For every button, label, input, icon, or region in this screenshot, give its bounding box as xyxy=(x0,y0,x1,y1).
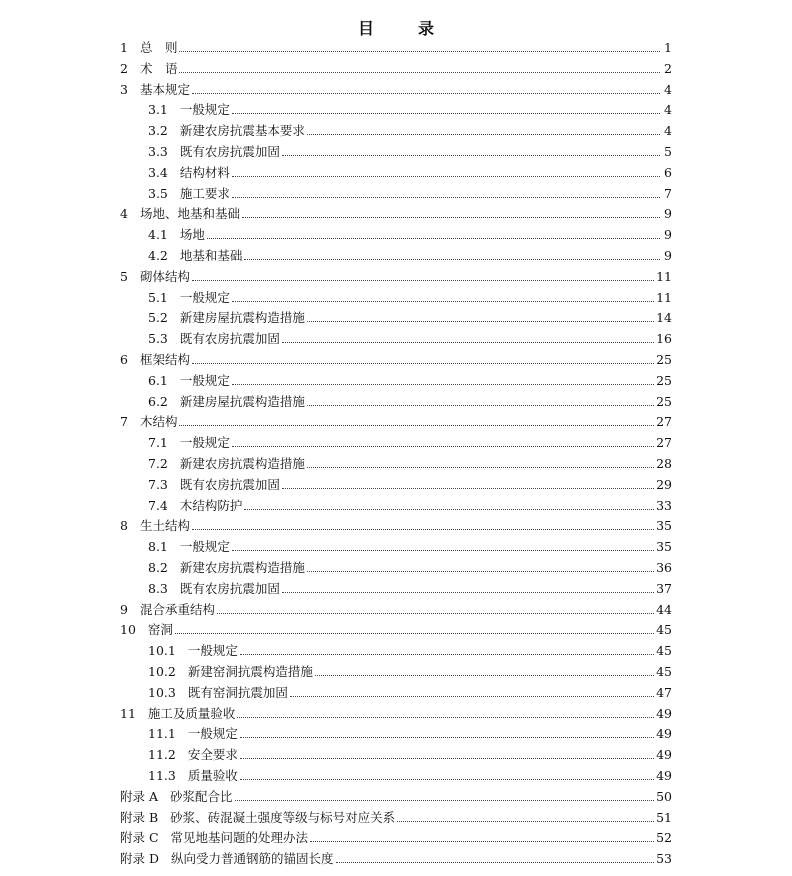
toc-dot-leader xyxy=(307,321,654,322)
toc-entry-page-number: 25 xyxy=(656,393,672,409)
toc-entry-label: 基本规定 xyxy=(139,81,190,97)
toc-entry-number: 附录 B xyxy=(120,809,159,825)
toc-entry-label: 砂浆、砖混凝土强度等级与标号对应关系 xyxy=(170,809,396,825)
toc-entry-label: 场地 xyxy=(179,227,205,243)
toc-entry xyxy=(120,202,672,222)
toc-entry-label: 地基和基础 xyxy=(179,248,243,263)
toc-entry-page-number: 35 xyxy=(656,539,672,555)
toc-entry-label: 既有农房抗震加固 xyxy=(179,476,280,492)
toc-dot-leader xyxy=(232,384,654,385)
toc-entry-number: 4.1 xyxy=(148,227,168,243)
toc-dot-leader xyxy=(179,72,660,73)
toc-dot-leader xyxy=(192,363,654,364)
toc-entry-label: 一般规定 xyxy=(187,643,238,659)
toc-dot-leader xyxy=(290,696,654,697)
toc-entry-number: 3 xyxy=(120,81,128,97)
toc-entry xyxy=(120,702,672,722)
toc-entry-label: 砌体结构 xyxy=(139,268,190,284)
toc-entry xyxy=(120,348,672,368)
toc-entry xyxy=(120,57,672,77)
toc-entry-label: 结构材料 xyxy=(179,164,230,180)
toc-entry xyxy=(148,473,672,493)
toc-entry-page-number: 49 xyxy=(656,705,672,721)
toc-dot-leader xyxy=(179,425,654,426)
toc-entry-label: 既有窑洞抗震加固 xyxy=(187,684,288,700)
toc-entry-number: 附录 D xyxy=(120,851,159,867)
toc-entry-number: 5.2 xyxy=(148,310,168,326)
toc-entry xyxy=(148,286,672,306)
toc-dot-leader xyxy=(244,259,660,260)
toc-entry-number: 4 xyxy=(120,206,128,222)
toc-entry xyxy=(148,390,672,410)
toc-dot-leader xyxy=(237,717,654,718)
toc-entry xyxy=(148,306,672,326)
toc-entry-page-number: 25 xyxy=(656,372,672,388)
toc-dot-leader xyxy=(282,488,654,489)
toc-entry-page-number: 11 xyxy=(656,289,672,305)
toc-dot-leader xyxy=(232,197,660,198)
toc-entry xyxy=(148,140,672,160)
toc-entry xyxy=(120,410,672,430)
toc-entry-label: 一般规定 xyxy=(187,726,238,742)
toc-entry-page-number: 1 xyxy=(664,40,672,55)
toc-entry-label: 场地、地基和基础 xyxy=(139,206,240,222)
toc-entry xyxy=(148,722,672,742)
toc-entry-number: 8 xyxy=(120,518,128,534)
toc-entry-number: 附录 A xyxy=(120,788,159,804)
toc-entry-page-number: 27 xyxy=(656,435,672,451)
toc-entry-label: 新建房屋抗震构造措施 xyxy=(179,393,305,409)
toc-dot-leader xyxy=(336,862,655,863)
toc-entry-page-number: 9 xyxy=(664,206,672,222)
toc-entry-number: 11.3 xyxy=(148,768,176,783)
toc-entry-number: 8.1 xyxy=(148,539,168,555)
toc-dot-leader xyxy=(282,342,654,343)
toc-entry-label: 一般规定 xyxy=(179,372,230,388)
toc-entry xyxy=(148,369,672,389)
toc-entry xyxy=(120,78,672,98)
toc-dot-leader xyxy=(242,217,660,218)
toc-entry xyxy=(148,452,672,472)
toc-entry-number: 8.2 xyxy=(148,560,168,575)
toc-entry-number: 6 xyxy=(120,352,128,367)
toc-entry-number: 7.1 xyxy=(148,435,168,451)
toc-entry-label: 一般规定 xyxy=(179,435,230,451)
toc-dot-leader xyxy=(307,134,660,135)
toc-entry-number: 10.3 xyxy=(148,684,176,700)
toc-entry-label: 木结构防护 xyxy=(179,497,243,513)
toc-entry xyxy=(148,161,672,181)
toc-dot-leader xyxy=(240,654,654,655)
toc-entry-label: 总 则 xyxy=(139,40,178,55)
toc-entry-page-number: 53 xyxy=(656,851,672,867)
toc-entry-page-number: 7 xyxy=(664,185,672,201)
toc-dot-leader xyxy=(235,800,655,801)
toc-entry xyxy=(120,806,672,826)
toc-entry xyxy=(120,265,672,285)
toc-entry-page-number: 4 xyxy=(664,81,672,97)
toc-entry-number: 3.3 xyxy=(148,144,168,159)
toc-entry-page-number: 28 xyxy=(656,456,672,471)
toc-entry-label: 纵向受力普通钢筋的锚固长度 xyxy=(171,851,334,867)
toc-entry xyxy=(120,36,672,56)
toc-entry-number: 7 xyxy=(120,414,128,430)
toc-dot-leader xyxy=(232,113,660,114)
toc-entry-page-number: 37 xyxy=(656,580,672,596)
toc-dot-leader xyxy=(232,446,654,447)
toc-entry-number: 附录 C xyxy=(120,830,159,846)
toc-dot-leader xyxy=(207,238,660,239)
toc-entry-label: 新建窑洞抗震构造措施 xyxy=(187,664,313,679)
toc-entry-label: 既有农房抗震加固 xyxy=(179,144,280,159)
toc-entry-number: 11.2 xyxy=(148,747,176,763)
toc-entry xyxy=(148,223,672,243)
toc-dot-leader xyxy=(307,405,654,406)
toc-entry xyxy=(120,826,672,846)
toc-entry-number: 5.1 xyxy=(148,289,168,305)
toc-entry-label: 安全要求 xyxy=(187,747,238,763)
toc-entry-label: 生土结构 xyxy=(139,518,190,534)
toc-entry-number: 11.1 xyxy=(148,726,176,742)
toc-entry-page-number: 49 xyxy=(656,726,672,742)
toc-dot-leader xyxy=(310,841,654,842)
toc-entry xyxy=(148,535,672,555)
toc-entry-page-number: 2 xyxy=(664,60,672,76)
toc-entry-label: 新建房屋抗震构造措施 xyxy=(179,310,305,326)
toc-entry-number: 3.2 xyxy=(148,123,168,139)
toc-entry-label: 新建农房抗震构造措施 xyxy=(179,456,305,471)
toc-entry-label: 一般规定 xyxy=(179,102,230,118)
toc-entry-page-number: 47 xyxy=(656,684,672,700)
toc-entry-page-number: 27 xyxy=(656,414,672,430)
toc-entry-label: 施工要求 xyxy=(179,185,230,201)
toc-dot-leader xyxy=(240,779,654,780)
toc-dot-leader xyxy=(192,93,660,94)
toc-entry-label: 既有农房抗震加固 xyxy=(179,580,280,596)
toc-entry xyxy=(120,598,672,618)
toc-entry-page-number: 9 xyxy=(664,248,672,263)
toc-entry xyxy=(148,327,672,347)
toc-entry-number: 5 xyxy=(120,268,128,284)
toc-dot-leader xyxy=(307,571,654,572)
toc-entry-number: 1 xyxy=(120,40,128,55)
toc-entry-page-number: 14 xyxy=(656,310,672,326)
toc-dot-leader xyxy=(175,633,654,634)
toc-entry-page-number: 51 xyxy=(656,809,672,825)
toc-entry-page-number: 9 xyxy=(664,227,672,243)
toc-entry-label: 质量验收 xyxy=(187,768,238,783)
toc-entry xyxy=(148,681,672,701)
toc-dot-leader xyxy=(315,675,654,676)
toc-entry-page-number: 36 xyxy=(656,560,672,575)
toc-entry-page-number: 45 xyxy=(656,643,672,659)
toc-entry xyxy=(148,660,672,680)
toc-dot-leader xyxy=(232,301,654,302)
toc-dot-leader xyxy=(217,613,654,614)
toc-entry xyxy=(148,743,672,763)
toc-dot-leader xyxy=(240,737,654,738)
toc-entry-page-number: 44 xyxy=(656,601,672,617)
toc-entry-page-number: 45 xyxy=(656,664,672,679)
toc-entry-page-number: 16 xyxy=(656,331,672,347)
toc-entry-label: 术 语 xyxy=(139,60,178,76)
toc-dot-leader xyxy=(307,467,654,468)
toc-entry-label: 窑洞 xyxy=(147,622,173,638)
toc-entry-number: 3.4 xyxy=(148,164,168,180)
toc-entry xyxy=(148,577,672,597)
toc-entry-number: 3.5 xyxy=(148,185,168,201)
toc-entry-page-number: 45 xyxy=(656,622,672,638)
toc-entry xyxy=(148,431,672,451)
toc-entry-label: 施工及质量验收 xyxy=(147,705,236,721)
toc-entry-label: 木结构 xyxy=(139,414,178,430)
toc-entry-number: 8.3 xyxy=(148,580,168,596)
toc-entry-label: 砂浆配合比 xyxy=(170,788,233,804)
toc-entry xyxy=(148,556,672,576)
toc-dot-leader xyxy=(282,155,660,156)
toc-dot-leader xyxy=(192,529,654,530)
toc-entry xyxy=(148,244,672,264)
toc-entry-label: 一般规定 xyxy=(179,289,230,305)
toc-entry-label: 新建农房抗震基本要求 xyxy=(179,123,305,139)
toc-entry-number: 9 xyxy=(120,601,128,617)
toc-entry xyxy=(148,182,672,202)
toc-dot-leader xyxy=(179,51,660,52)
toc-dot-leader xyxy=(232,550,654,551)
toc-entry-number: 7.4 xyxy=(148,497,168,513)
toc-entry-page-number: 4 xyxy=(664,123,672,139)
toc-entry-page-number: 33 xyxy=(656,497,672,513)
toc-entry-label: 混合承重结构 xyxy=(139,601,215,617)
toc-entry-label: 一般规定 xyxy=(179,539,230,555)
toc-entry-number: 7.2 xyxy=(148,456,168,471)
toc-dot-leader xyxy=(282,592,654,593)
page-title: 目 录 xyxy=(357,19,448,38)
toc-entry xyxy=(148,98,672,118)
toc-entry xyxy=(120,785,672,805)
toc-entry-page-number: 49 xyxy=(656,768,672,783)
toc-entry xyxy=(120,847,672,867)
toc-entry-number: 10.1 xyxy=(148,643,176,659)
toc-entry-page-number: 5 xyxy=(664,144,672,159)
toc-entry xyxy=(120,514,672,534)
toc-entry-page-number: 11 xyxy=(656,268,672,284)
toc-entry-page-number: 50 xyxy=(656,788,672,804)
toc-entry-page-number: 35 xyxy=(656,518,672,534)
toc-entry-label: 既有农房抗震加固 xyxy=(179,331,280,347)
toc-entry xyxy=(120,618,672,638)
toc-entry xyxy=(148,494,672,514)
toc-entry-number: 2 xyxy=(120,60,128,76)
toc-dot-leader xyxy=(244,509,654,510)
toc-entry-page-number: 49 xyxy=(656,747,672,763)
toc-entry-number: 10 xyxy=(120,622,136,638)
toc-entry-page-number: 29 xyxy=(656,476,672,492)
toc-entry-page-number: 6 xyxy=(664,164,672,180)
toc-entry-label: 框架结构 xyxy=(139,352,190,367)
toc-dot-leader xyxy=(232,176,660,177)
toc-entry-number: 6.1 xyxy=(148,372,168,388)
toc-entry-number: 10.2 xyxy=(148,664,176,679)
toc-entry-number: 11 xyxy=(120,705,136,721)
toc-dot-leader xyxy=(240,758,654,759)
toc-entry-number: 6.2 xyxy=(148,393,168,409)
toc-entry-number: 3.1 xyxy=(148,102,168,118)
toc-entry-page-number: 4 xyxy=(664,102,672,118)
toc-entry-label: 新建农房抗震构造措施 xyxy=(179,560,305,575)
toc-dot-leader xyxy=(192,280,654,281)
toc-entry-number: 4.2 xyxy=(148,248,168,263)
toc-dot-leader xyxy=(397,821,654,822)
toc-entry xyxy=(148,119,672,139)
toc-entry-number: 7.3 xyxy=(148,476,168,492)
toc-entry-page-number: 25 xyxy=(656,352,672,367)
toc-entry xyxy=(148,639,672,659)
toc-entry-label: 常见地基问题的处理办法 xyxy=(170,830,309,846)
toc-entry xyxy=(148,764,672,784)
toc-entry-number: 5.3 xyxy=(148,331,168,347)
toc-entry-page-number: 52 xyxy=(656,830,672,846)
